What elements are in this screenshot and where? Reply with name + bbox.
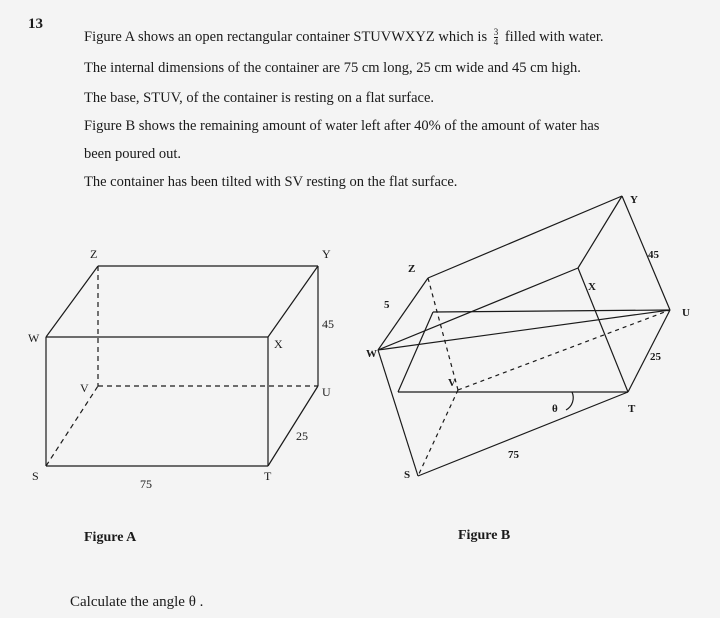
theta-arc: [566, 392, 573, 410]
label-v: V: [448, 377, 456, 389]
dim-length-75: 75: [140, 477, 152, 491]
dim-top-45: 45: [648, 249, 659, 261]
label-z: Z: [90, 247, 98, 261]
label-u: U: [322, 385, 331, 399]
intro-text-after: filled with water.: [504, 28, 604, 45]
body-line-tilted: The container has been tilted with SV resting on the flat surface.: [84, 174, 458, 190]
label-y: Y: [630, 194, 638, 206]
figure-a-caption: Figure A: [84, 530, 137, 545]
edge-xy: [578, 196, 622, 268]
edge-st: [418, 392, 628, 476]
dim-height-45: 45: [322, 317, 334, 331]
question-prompt: Calculate the angle θ .: [70, 594, 204, 610]
dim-width-25: 25: [296, 429, 308, 443]
edge-ws: [378, 350, 418, 476]
label-u: U: [682, 307, 690, 319]
body-line-poured: been poured out.: [84, 146, 182, 162]
label-s: S: [404, 469, 411, 481]
label-w: W: [366, 348, 377, 360]
label-w: W: [28, 331, 40, 345]
edge-tu: [628, 310, 670, 392]
label-theta: θ: [552, 403, 558, 415]
figure-b-caption: Figure B: [458, 528, 511, 543]
water-surface-diag: [378, 310, 670, 350]
label-v: V: [80, 381, 89, 395]
label-x: X: [588, 281, 596, 293]
edge-zv-hidden: [428, 278, 458, 390]
dim-length-75: 75: [508, 449, 519, 461]
intro-text-before: Figure A shows an open rectangular container STUVWXYZ which is: [84, 28, 488, 45]
label-s: S: [32, 469, 39, 483]
label-x: X: [274, 337, 283, 351]
dim-small-5: 5: [384, 299, 390, 311]
label-t: T: [264, 469, 272, 483]
body-line-dimensions: The internal dimensions of the container are 75 cm long, 25 cm wide and 45 cm high.: [84, 60, 581, 76]
label-t: T: [628, 403, 636, 415]
dim-side-25: 25: [650, 351, 661, 363]
fraction-numerator: 3: [493, 27, 499, 37]
label-y: Y: [322, 247, 331, 261]
edge-yu: [622, 196, 670, 310]
edge-vu-hidden: [458, 310, 670, 390]
label-z: Z: [408, 263, 416, 275]
fraction-denominator: 4: [493, 37, 499, 47]
edge-zy: [428, 196, 622, 278]
edge-vs-hidden: [418, 390, 458, 476]
water-surface-left: [398, 312, 433, 392]
edge-xt: [578, 268, 628, 392]
water-surface-back: [433, 310, 670, 312]
question-number: 13: [28, 16, 43, 32]
body-line-base: The base, STUV, of the container is resting on a flat surface.: [84, 90, 435, 106]
body-line-figure-b: Figure B shows the remaining amount of water left after 40% of the amount of water has: [84, 118, 600, 134]
edge-wx: [378, 268, 578, 350]
